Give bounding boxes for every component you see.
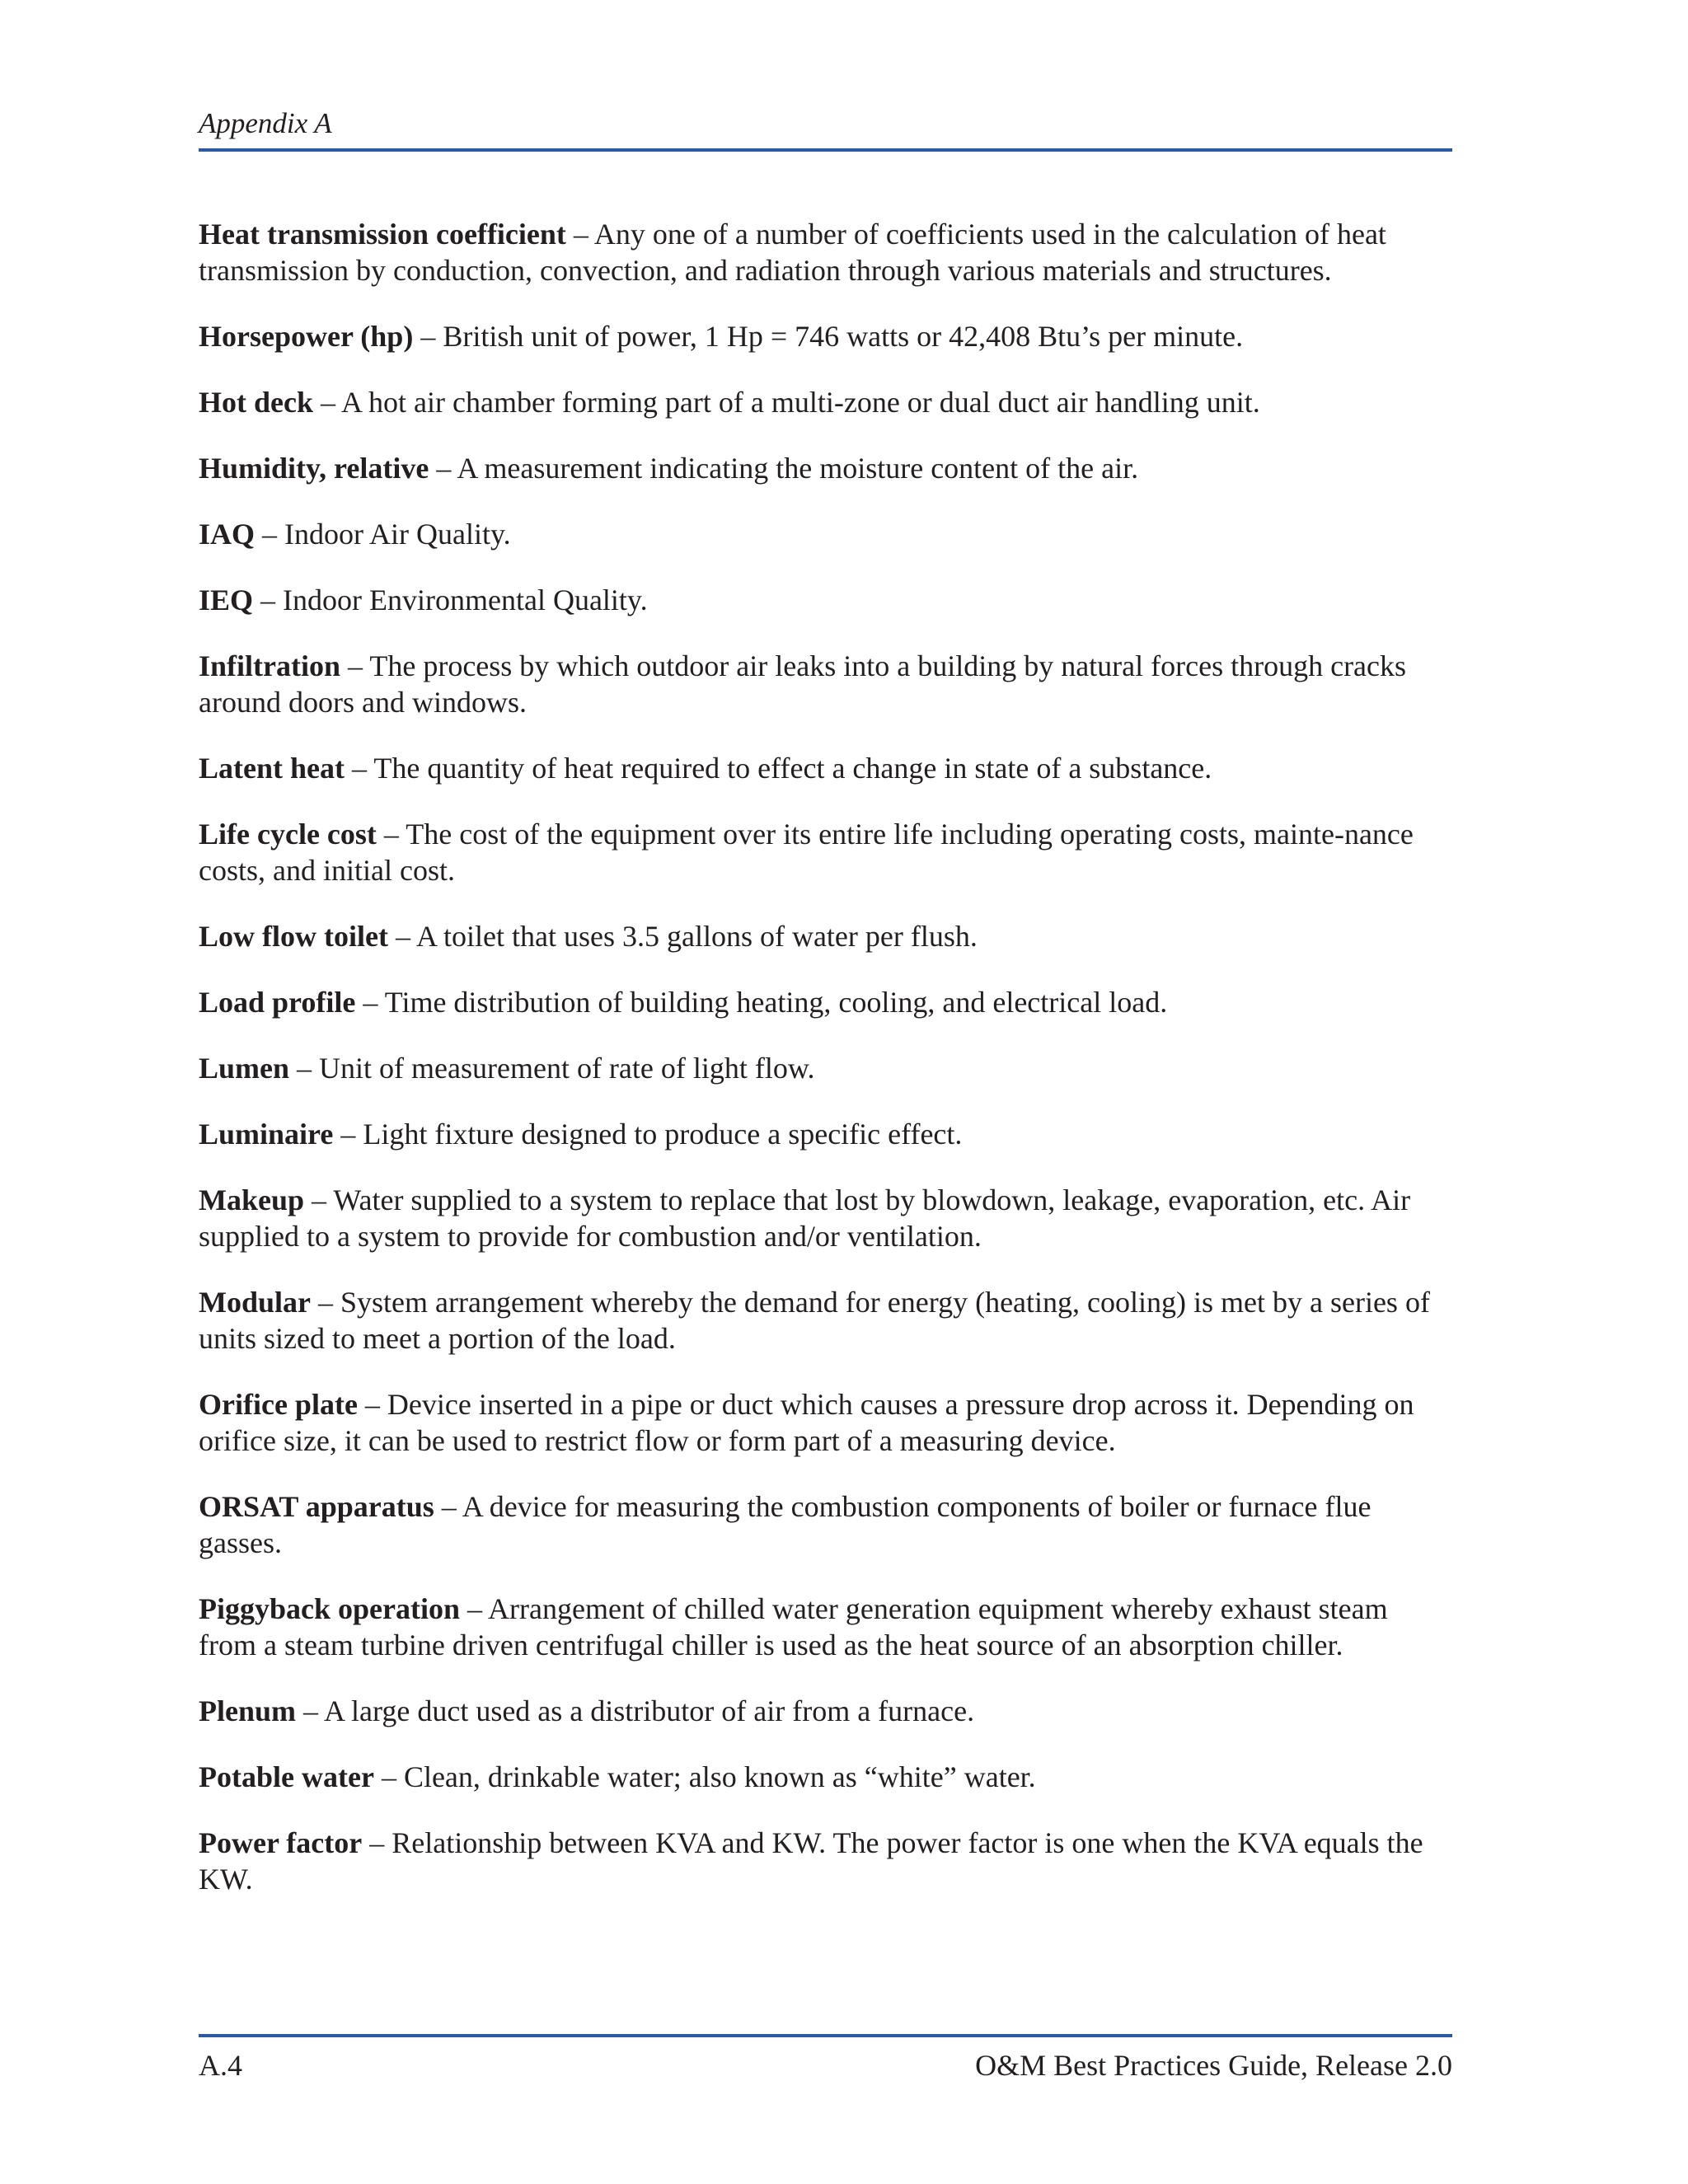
dash-separator: –: [321, 386, 335, 419]
glossary-entry: [199, 1284, 1452, 1386]
dash-separator: –: [420, 320, 436, 353]
dash-separator: –: [467, 1592, 483, 1625]
glossary-definition: The process by which outdoor air leaks into a building by natural forces through cracks around doors and windows.: [199, 649, 1407, 719]
glossary-definition: A hot air chamber forming part of a multi-zone or dual duct air handling unit.: [341, 386, 1260, 419]
glossary-definition: Relationship between KVA and KW. The power factor is one when the KVA equals the KW.: [199, 1826, 1423, 1896]
glossary-entry: [199, 216, 1452, 318]
glossary-definition: The quantity of heat required to effect a change in state of a substance.: [373, 752, 1212, 785]
glossary-entry: [199, 1050, 1452, 1116]
glossary-definition: A measurement indicating the moisture content of the air.: [457, 452, 1139, 485]
publication-title: O&M Best Practices Guide, Release 2.0: [975, 2049, 1452, 2082]
glossary-entry: [199, 384, 1452, 450]
glossary-term: Modular: [199, 1286, 312, 1319]
glossary-term: Life cycle cost: [199, 818, 377, 851]
footer-rule: [199, 2034, 1452, 2037]
glossary-definition: Time distribution of building heating, cooling, and electrical load.: [384, 986, 1168, 1019]
glossary-entry: [199, 750, 1452, 816]
dash-separator: –: [573, 218, 588, 251]
glossary-definition: Device inserted in a pipe or duct which causes a pressure drop across it. Depending on orifice size, it can be used to restrict flow or form part of a measuring device.: [199, 1388, 1414, 1457]
glossary-term: Humidity, relative: [199, 452, 429, 485]
glossary-entry: [199, 1591, 1452, 1693]
dash-separator: –: [303, 1694, 319, 1727]
glossary-entry: [199, 1386, 1452, 1488]
glossary-definition: A device for measuring the combustion components of boiler or furnace flue gasses.: [199, 1490, 1372, 1559]
glossary-definition: Indoor Air Quality.: [284, 518, 511, 551]
glossary-term: IEQ: [199, 583, 254, 616]
glossary-definition: Any one of a number of coefficients used in the calculation of heat transmission by conduction, convection, and radiation through various materials and structures.: [199, 218, 1386, 287]
glossary-entry: [199, 918, 1452, 984]
glossary-entry: [199, 1759, 1452, 1825]
glossary-definition: A large duct used as a distributor of air from a furnace.: [324, 1694, 975, 1727]
glossary-term: Power factor: [199, 1826, 363, 1859]
dash-separator: –: [381, 1760, 396, 1793]
glossary-definition: Clean, drinkable water; also known as “white” water.: [403, 1760, 1036, 1793]
glossary-entry: [199, 984, 1452, 1050]
glossary-definition: Unit of measurement of rate of light flow.: [319, 1052, 815, 1085]
dash-separator: –: [260, 583, 276, 616]
glossary-term: Heat transmission coefficient: [199, 218, 566, 251]
glossary-term: Low flow toilet: [199, 920, 388, 953]
glossary-term: Latent heat: [199, 752, 345, 785]
glossary-entry: [199, 1488, 1452, 1591]
dash-separator: –: [340, 1118, 356, 1151]
glossary-definition: Water supplied to a system to replace that lost by blowdown, leakage, evaporation, etc. Air supplied to a system to provide for combustion and/or ventilation.: [199, 1183, 1411, 1253]
glossary-term: Load profile: [199, 986, 356, 1019]
glossary-term: Potable water: [199, 1760, 374, 1793]
glossary-definition: System arrangement whereby the demand for energy (heating, cooling) is met by a series of units sized to meet a portion of the load.: [199, 1286, 1430, 1355]
glossary-term: ORSAT apparatus: [199, 1490, 434, 1523]
glossary-definition: Light fixture designed to produce a specific effect.: [363, 1118, 963, 1151]
glossary-term: Lumen: [199, 1052, 290, 1085]
dash-separator: –: [369, 1826, 385, 1859]
page-footer: [199, 2034, 1452, 2083]
glossary-entry: [199, 582, 1452, 648]
dash-separator: –: [364, 1388, 380, 1421]
glossary-entry: [199, 1693, 1452, 1759]
dash-separator: –: [383, 818, 399, 851]
dash-separator: –: [351, 752, 367, 785]
page-number: A.4: [199, 2049, 242, 2082]
glossary-entry: [199, 1825, 1452, 1927]
glossary-definition: The cost of the equipment over its entire life including operating costs, mainte-nance costs, and initial cost.: [199, 818, 1414, 887]
glossary-entry: [199, 1116, 1452, 1182]
glossary-term: Plenum: [199, 1694, 297, 1727]
glossary-entry: [199, 648, 1452, 750]
glossary-term: Horsepower (hp): [199, 320, 414, 353]
dash-separator: –: [441, 1490, 457, 1523]
page-header: [199, 105, 1452, 152]
dash-separator: –: [318, 1286, 334, 1319]
glossary-term: Hot deck: [199, 386, 313, 419]
glossary-entry: [199, 450, 1452, 516]
glossary-definition: Indoor Environmental Quality.: [283, 583, 648, 616]
glossary-term: Infiltration: [199, 649, 341, 682]
glossary-entry: [199, 516, 1452, 582]
glossary-list: [199, 216, 1452, 1927]
glossary-term: Makeup: [199, 1183, 305, 1216]
header-rule: [199, 148, 1452, 152]
footer-text: [199, 2047, 1452, 2083]
glossary-definition: Arrangement of chilled water generation equipment whereby exhaust steam from a steam turbine driven centrifugal chiller is used as the heat source of an absorption chiller.: [199, 1592, 1388, 1661]
glossary-entry: [199, 816, 1452, 918]
dash-separator: –: [395, 920, 410, 953]
dash-separator: –: [436, 452, 452, 485]
glossary-definition: British unit of power, 1 Hp = 746 watts or 42,408 Btu’s per minute.: [443, 320, 1244, 353]
section-title: Appendix A: [199, 107, 332, 139]
dash-separator: –: [363, 986, 378, 1019]
glossary-term: Orifice plate: [199, 1388, 358, 1421]
glossary-entry: [199, 318, 1452, 384]
glossary-term: IAQ: [199, 518, 256, 551]
dash-separator: –: [262, 518, 278, 551]
glossary-definition: A toilet that uses 3.5 gallons of water per flush.: [415, 920, 978, 953]
dash-separator: –: [297, 1052, 312, 1085]
dash-separator: –: [348, 649, 363, 682]
glossary-term: Luminaire: [199, 1118, 334, 1151]
glossary-term: Piggyback operation: [199, 1592, 461, 1625]
dash-separator: –: [312, 1183, 327, 1216]
glossary-entry: [199, 1182, 1452, 1284]
